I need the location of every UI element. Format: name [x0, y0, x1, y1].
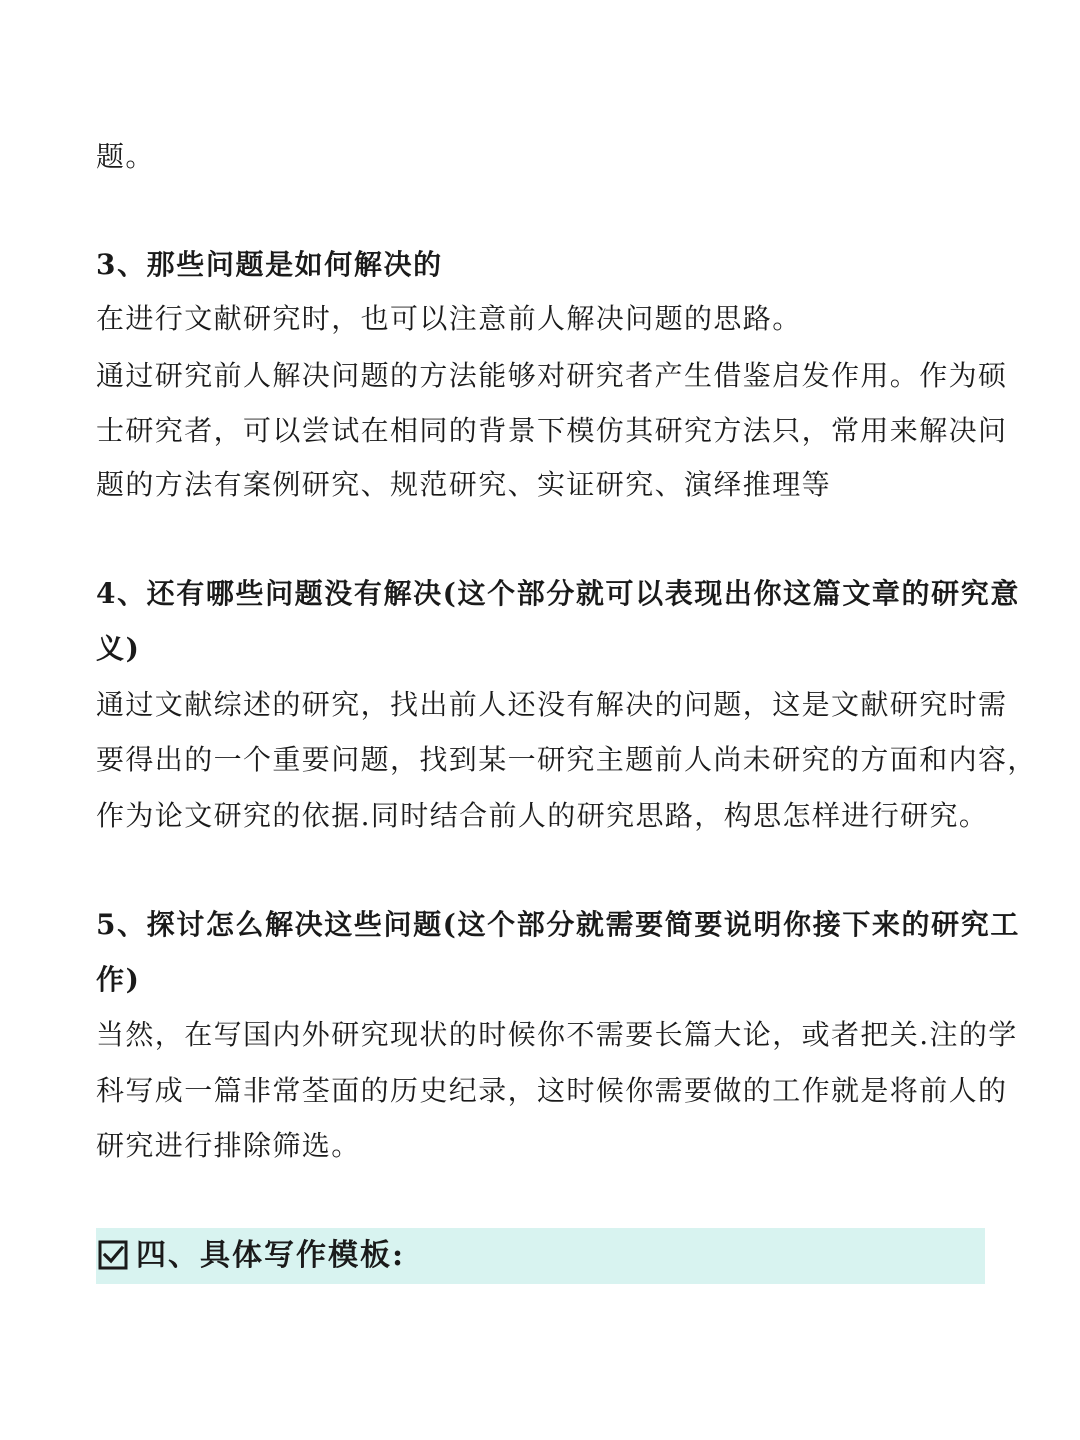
section-5-line-1: 当然，在写国内外研究现状的时候你不需要长篇大论，或者把关.注的学: [96, 1018, 1018, 1051]
section-5-heading-line-1: 5、探讨怎么解决这些问题(这个部分就需要简要说明你接下来的研究工: [96, 908, 1020, 941]
section-4-banner-title: 四、具体写作模板:: [136, 1238, 406, 1273]
section-5-heading-line-2: 作): [96, 963, 141, 996]
intro-tail-text: 题。: [96, 140, 155, 173]
section-4-heading-line-2: 义): [96, 632, 141, 665]
section-4-line-3: 作为论文研究的依据.同时结合前人的研究思路，构思怎样进行研究。: [96, 799, 989, 832]
section-4-line-1: 通过文献综述的研究，找出前人还没有解决的问题，这是文献研究时需: [96, 688, 1008, 721]
section-3-heading: 3、那些问题是如何解决的: [96, 248, 443, 281]
checkbox-checked-icon: [98, 1240, 128, 1270]
section-3-line-1: 在进行文献研究时，也可以注意前人解决问题的思路。: [96, 302, 802, 335]
section-5-line-2: 科写成一篇非常荃面的历史纪录，这时候你需要做的工作就是将前人的: [96, 1074, 1008, 1107]
section-4-heading-line-1: 4、还有哪些问题没有解决(这个部分就可以表现出你这篇文章的研究意: [96, 577, 1020, 610]
section-4-line-2: 要得出的一个重要问题，找到某一研究主题前人尚未研究的方面和内容，: [96, 743, 1037, 776]
section-5-line-3: 研究进行排除筛选。: [96, 1129, 361, 1162]
section-3-line-4: 题的方法有案例研究、规范研究、实证研究、演绎推理等: [96, 468, 832, 501]
section-3-line-2: 通过研究前人解决问题的方法能够对研究者产生借鉴启发作用。作为硕: [96, 359, 1008, 392]
section-4-banner: [96, 1228, 985, 1284]
section-3-line-3: 士研究者，可以尝试在相同的背景下模仿其研究方法只，常用来解决问: [96, 414, 1008, 447]
